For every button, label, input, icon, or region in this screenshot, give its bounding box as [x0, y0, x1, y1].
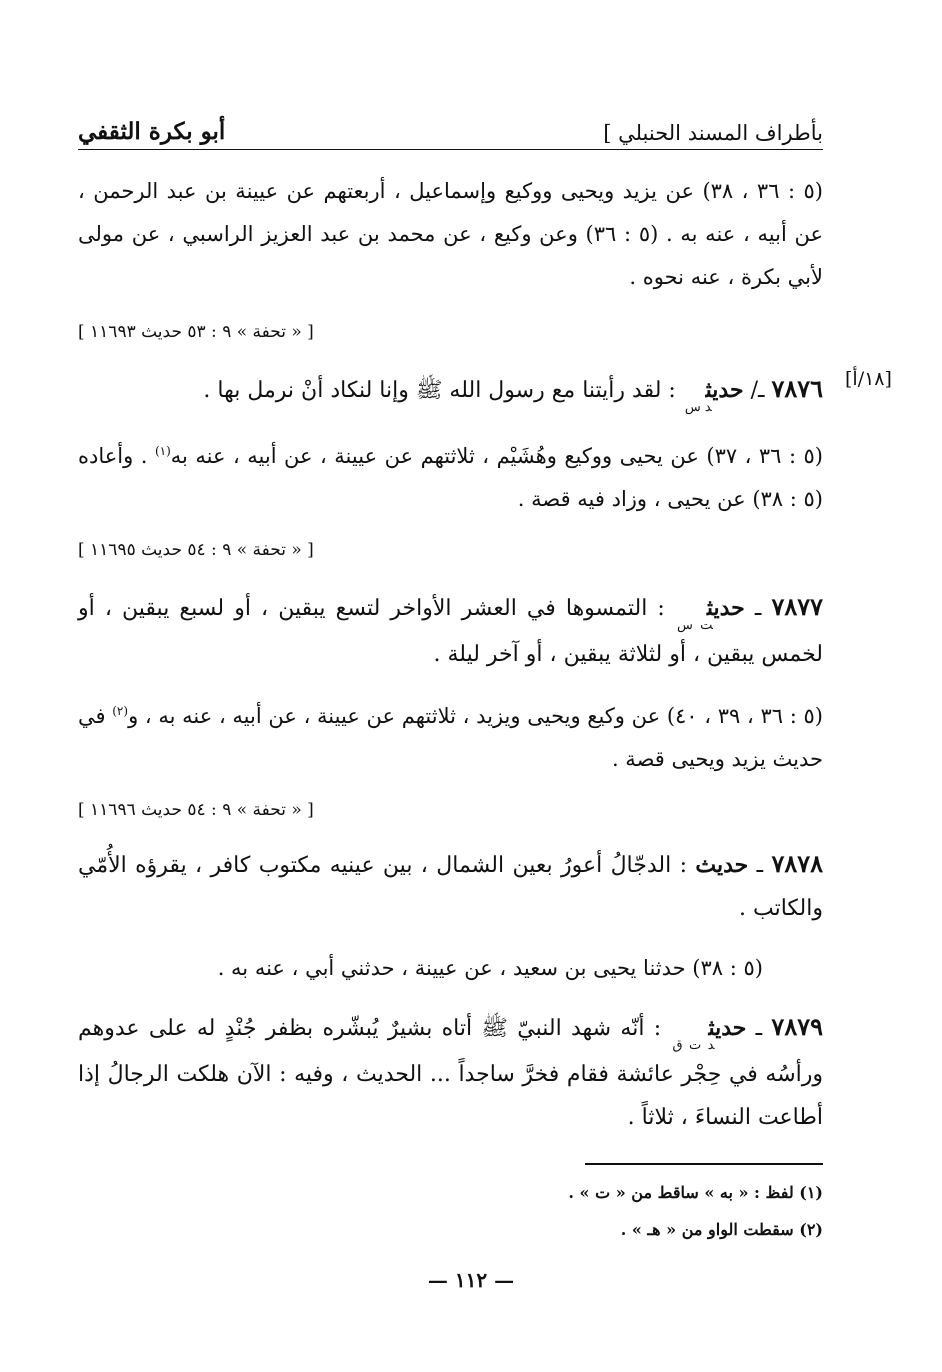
hadith-mark: ـ	[756, 853, 764, 878]
hadith-number: ٧٨٧٩	[771, 1012, 823, 1041]
hadith-number: ٧٨٧٧	[771, 592, 823, 621]
hadith-7877	[78, 585, 823, 676]
hadith-symbols: د ت ق	[672, 1038, 715, 1053]
hadith-number: ٧٨٧٦	[771, 374, 823, 403]
hadith-symbols: د س	[684, 400, 712, 415]
isnad-text-b: . وأعاده (٥ : ٣٨) عن يحيى ، وزاد فيه قصة .	[78, 444, 823, 511]
hadith-mark: ـ	[755, 1016, 763, 1041]
hadith-number: ٧٨٧٨	[771, 849, 824, 878]
isnad-paragraph-2	[78, 430, 823, 521]
isnad-text-a: (٥ : ٣٦ ، ٣٧) عن يحيى ووكيع وهُشَيْم ، ثلاثتهم عن عيينة ، عن أبيه ، عنه به	[170, 444, 823, 468]
isnad-paragraph-1: (٥ : ٣٦ ، ٣٨) عن يزيد ويحيى ووكيع وإسماعيل ، أربعتهم عن عيينة بن عبد الرحمن ، عن أبيه ، عنه به . (٥ : ٣٦) وعن وكيع ، عن محمد بن عبد العزيز الراسبي ، عن مولى لأبي بكرة ، عنه نحوه .	[78, 179, 824, 289]
footnote-ref-1: (١)	[154, 444, 171, 458]
hadith-symbols: ت س	[676, 618, 713, 633]
tuhfa-reference-2: [ « تحفة » ٩ : ٥٤ حديث ١١٦٩٥ ]	[78, 540, 314, 560]
hadith-7879	[78, 1005, 823, 1139]
margin-folio-note: [١٨/أ]	[845, 368, 892, 390]
hadith-7878	[78, 842, 823, 930]
header-section-title: أبو بكرة الثقفي	[78, 118, 226, 145]
isnad-paragraph-3	[78, 690, 823, 781]
hadith-text: : الدجّالُ أعورُ بعين الشمال ، بين عينيه مكتوب كافر ، يقرؤه الأُمّي والكاتب .	[78, 853, 823, 921]
hadith-label: حديث	[705, 377, 744, 403]
header-book-title: بأطراف المسند الحنبلي ]	[603, 121, 823, 145]
hadith-mark: ـ	[754, 596, 762, 621]
hadith-7876	[78, 367, 823, 415]
footnote-2: (٢) سقطت الواو من « هـ » .	[620, 1220, 823, 1239]
footnote-separator	[585, 1163, 823, 1165]
hadith-text: : التمسوها في العشر الأواخر لتسع يبقين ، أو لسبع يبقين ، أو لخمس يبقين ، أو لثلاثة يبقين ، أو آخر ليلة .	[78, 596, 823, 667]
isnad-paragraph-4: (٥ : ٣٨) حدثنا يحيى بن سعيد ، عن عيينة ، حدثني أبي ، عنه به .	[217, 956, 763, 980]
tuhfa-reference-3: [ « تحفة » ٩ : ٥٤ حديث ١١٦٩٦ ]	[78, 800, 314, 820]
isnad-text-a: (٥ : ٣٦ ، ٣٩ ، ٤٠) عن وكيع ويحيى ويزيد ، ثلاثتهم عن عيينة ، عن أبيه ، عنه به ، و	[128, 704, 823, 728]
hadith-label: حديث	[695, 852, 749, 878]
page-number: — ١١٢ —	[427, 1268, 515, 1292]
hadith-label: حديث	[708, 1015, 747, 1041]
isnad-text-b: في حديث يزيد ويحيى قصة .	[78, 704, 823, 771]
hadith-text: : لقد رأيتنا مع رسول الله ﷺ وإنا لنكاد أنْ نرمل بها .	[203, 378, 676, 403]
hadith-text: : أنّه شهد النبيّ ﷺ أتاه بشيرٌ يُبشّره بظفر جُنْدٍ له على عدوهم ورأسُه في حِجْر عائشة فقام فخرَّ ساجداً ... الحديث ، وفيه : الآن هلكت الرجالُ إذا أطاعت النساءَ ، ثلاثاً .	[78, 1016, 823, 1130]
hadith-mark: ـ/	[750, 378, 765, 403]
running-header	[78, 110, 823, 150]
footnote-ref-2: (٢)	[112, 704, 129, 718]
tuhfa-reference-1: [ « تحفة » ٩ : ٥٣ حديث ١١٦٩٣ ]	[78, 322, 314, 342]
hadith-label: حديث	[706, 595, 745, 621]
footnote-1: (١) لفظ : « به » ساقط من « ت » .	[568, 1183, 823, 1202]
